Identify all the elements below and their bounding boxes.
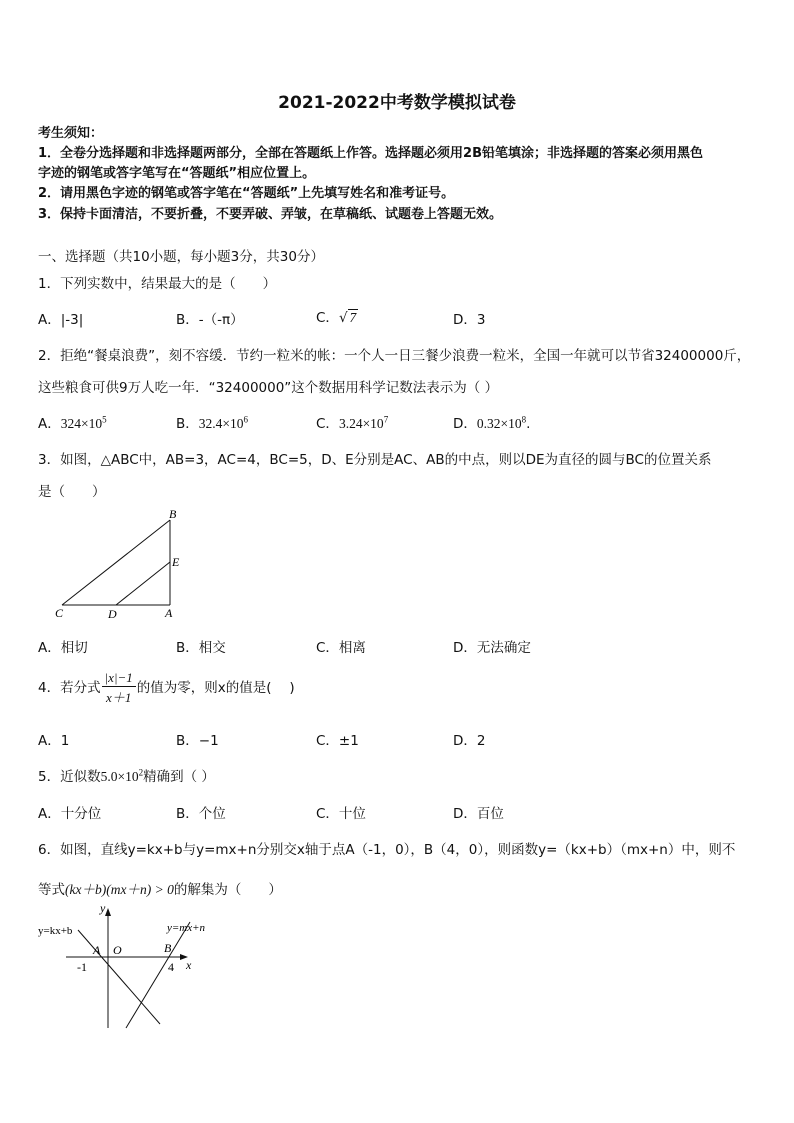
question-3-stem-2: 是（ ） (38, 484, 106, 500)
q5-option-b[interactable]: B．个位 (176, 806, 226, 822)
label-line-kx-b: y=kx+b (38, 925, 73, 937)
page-title: 2021-2022中考数学模拟试卷 (278, 93, 516, 113)
label-four: 4 (168, 960, 174, 974)
label-e: E (172, 555, 180, 569)
q5-pre: 5．近似数 (38, 769, 101, 785)
y-axis-arrow (105, 908, 111, 916)
q1-option-c[interactable] (316, 306, 358, 326)
line-cb (62, 520, 170, 605)
notice-line-3: 3．保持卡面清洁，不要折叠，不要弄破、弄皱，在草稿纸、试题卷上答题无效。 (38, 207, 503, 222)
triangle-figure (48, 505, 198, 625)
question-1-stem: 1．下列实数中，结果最大的是（ ） (38, 276, 277, 292)
q5-option-c[interactable]: C．十位 (316, 806, 366, 822)
q1-option-d[interactable]: D．3 (453, 312, 486, 328)
q2-d-tail: . (526, 416, 531, 432)
q4-option-a[interactable]: A．1 (38, 733, 70, 749)
linear-functions-figure (30, 900, 240, 1035)
sqrt-sign: √ 7 (338, 310, 357, 326)
line-de (116, 562, 170, 605)
q2-option-d[interactable] (453, 412, 530, 432)
q2-a-label: A． (38, 416, 61, 432)
notice-heading: 考生须知： (38, 126, 104, 141)
q6-post: 的解集为（ ） (173, 882, 282, 898)
q5-exp: 2 (138, 767, 144, 778)
q2-b-label: B． (176, 416, 199, 432)
q4-denominator: x＋1 (106, 690, 132, 705)
q4-option-b[interactable]: B．−1 (176, 733, 219, 749)
q6-pre: 等式 (38, 882, 65, 898)
q3-option-a[interactable]: A．相切 (38, 640, 88, 656)
label-c: C (55, 606, 64, 620)
label-point-a: A (93, 943, 101, 957)
q2-option-a[interactable] (38, 412, 107, 432)
question-2-stem-2: 这些粮食可供9万人吃一年．“32400000”这个数据用科学记数法表示为（ ） (38, 380, 499, 396)
q1-option-b[interactable]: B．-（-π） (176, 312, 244, 328)
q2-a-exp: 5 (102, 414, 107, 425)
label-point-b: B (164, 941, 172, 955)
line-mx-n (126, 922, 190, 1028)
q5-post: 精确到（ ） (143, 769, 215, 785)
q4-post: 的值为零，则x的值是( ) (136, 680, 295, 696)
q4-numerator: |x|−1 (102, 670, 136, 687)
notice-line-2: 2．请用黑色字迹的钢笔或答字笔在“答题纸”上先填写姓名和准考证号。 (38, 186, 455, 201)
question-2-stem-1: 2．拒绝“餐桌浪费”，刻不容缓．节约一粒米的帐：一个人一日三餐少浪费一粒米，全国一年就可以节省32400000斤， (38, 348, 751, 364)
q6-expr: (kx＋b)(mx＋n) > 0 (65, 882, 174, 897)
q2-b-base: 32.4×10 (198, 416, 244, 431)
q4-option-d[interactable]: D．2 (453, 733, 486, 749)
q2-option-b[interactable] (176, 412, 248, 432)
q2-d-exp: 8 (521, 414, 527, 425)
q3-option-c[interactable]: C．相离 (316, 640, 366, 656)
question-3-stem-1: 3．如图，△ABC中，AB=3，AC=4，BC=5，D、E分别是AC、AB的中点，则以DE为直径的圆与BC的位置关系 (38, 452, 712, 468)
label-origin: O (113, 943, 122, 957)
label-b: B (169, 507, 177, 521)
question-6-stem-2 (38, 878, 282, 898)
q2-option-c[interactable] (316, 412, 388, 432)
q4-option-c[interactable]: C．±1 (316, 733, 359, 749)
q2-d-base: 0.32×10 (476, 416, 522, 431)
q2-c-label: C． (316, 416, 339, 432)
label-y: y (100, 901, 106, 915)
label-d: D (108, 607, 117, 621)
q2-b-exp: 6 (243, 414, 249, 425)
q2-c-base: 3.24×10 (338, 416, 384, 431)
q4-fraction (102, 670, 136, 706)
question-6-stem-1: 6．如图，直线y=kx+b与y=mx+n分别交x轴于点A（-1，0），B（4，0），则函数y=（kx+b）（mx+n）中，则不 (38, 842, 736, 858)
q2-a-base: 324×10 (60, 416, 103, 431)
q1-option-a[interactable]: A．|-3| (38, 312, 84, 328)
q2-c-exp: 7 (383, 414, 389, 425)
q2-d-label: D． (453, 416, 477, 432)
question-5-stem (38, 765, 215, 785)
q5-base: 5.0×10 (100, 769, 139, 784)
q3-option-d[interactable]: D．无法确定 (453, 640, 531, 656)
label-x: x (186, 958, 192, 972)
q1-option-c-label: C． (316, 310, 339, 326)
q4-pre: 4．若分式 (38, 680, 101, 696)
q1-option-c-radicand: 7 (349, 310, 357, 325)
q5-option-d[interactable]: D．百位 (453, 806, 504, 822)
label-a: A (165, 606, 173, 620)
notice-line-1b: 字迹的钢笔或答字笔写在“答题纸”相应位置上。 (38, 166, 316, 181)
q5-option-a[interactable]: A．十分位 (38, 806, 102, 822)
label-line-mx-n: y=mx+n (167, 922, 206, 934)
question-4-stem (38, 670, 295, 706)
label-neg-one: -1 (77, 960, 87, 974)
notice-line-1a: 1．全卷分选择题和非选择题两部分，全部在答题纸上作答。选择题必须用2B铅笔填涂；非选择题的答案必须用黑色 (38, 146, 704, 161)
section-heading: 一、选择题（共10小题，每小题3分，共30分） (38, 249, 324, 265)
q3-option-b[interactable]: B．相交 (176, 640, 226, 656)
